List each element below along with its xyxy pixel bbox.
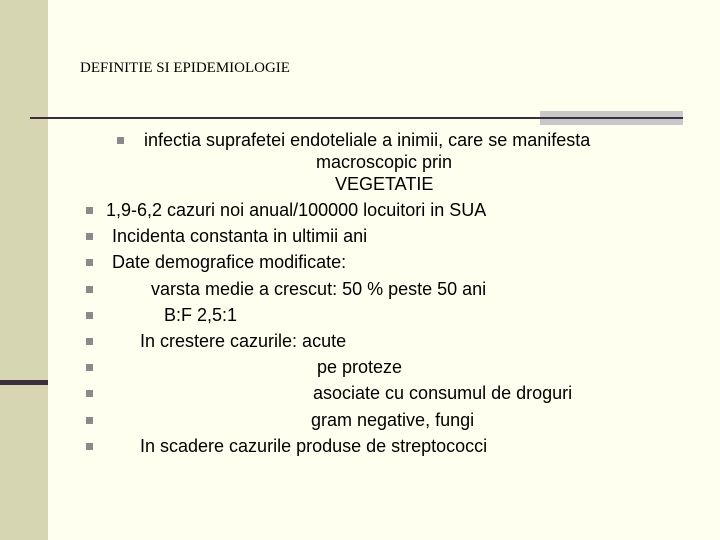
list-item-increasing: In crestere cazurile: acute [140,331,347,351]
list-item-incidence: 1,9-6,2 cazuri noi anual/100000 locuitori in SUA [106,200,487,220]
slide-title: DEFINITIE SI EPIDEMIOLOGIE [80,60,290,76]
definition-text: infectia suprafetei endoteliale a inimii, care se manifesta [144,130,591,150]
bullet-icon [86,338,93,345]
bullet-icon [86,286,93,293]
title-divider [30,117,548,119]
title-divider-accent-line [540,117,683,119]
bullet-icon [86,259,93,266]
bullet-icon [117,137,124,144]
bullet-icon [86,443,93,450]
bullet-icon [86,312,93,319]
list-item-demographics: Date demografice modificate: [112,252,347,272]
list-item-gram-negative: gram negative, fungi [311,410,475,430]
sidebar-decoration [0,0,48,540]
bullet-icon [86,207,93,214]
bullet-icon [86,233,93,240]
list-item-prosthetic: pe proteze [317,357,403,377]
definition-keyword: VEGETATIE [335,174,434,194]
list-item-drugs: asociate cu consumul de droguri [313,383,573,403]
bullet-icon [86,417,93,424]
bullet-icon [86,364,93,371]
sidebar-accent-line [0,380,48,385]
list-item-constant: Incidenta constanta in ultimii ani [112,226,368,246]
bullet-icon [86,390,93,397]
list-item-sex-ratio: B:F 2,5:1 [164,305,238,325]
list-item-mean-age: varsta medie a crescut: 50 % peste 50 ani [151,279,487,299]
list-item-decreasing: In scadere cazurile produse de streptococci [140,436,488,456]
definition-text-cont: macroscopic prin [316,152,453,172]
